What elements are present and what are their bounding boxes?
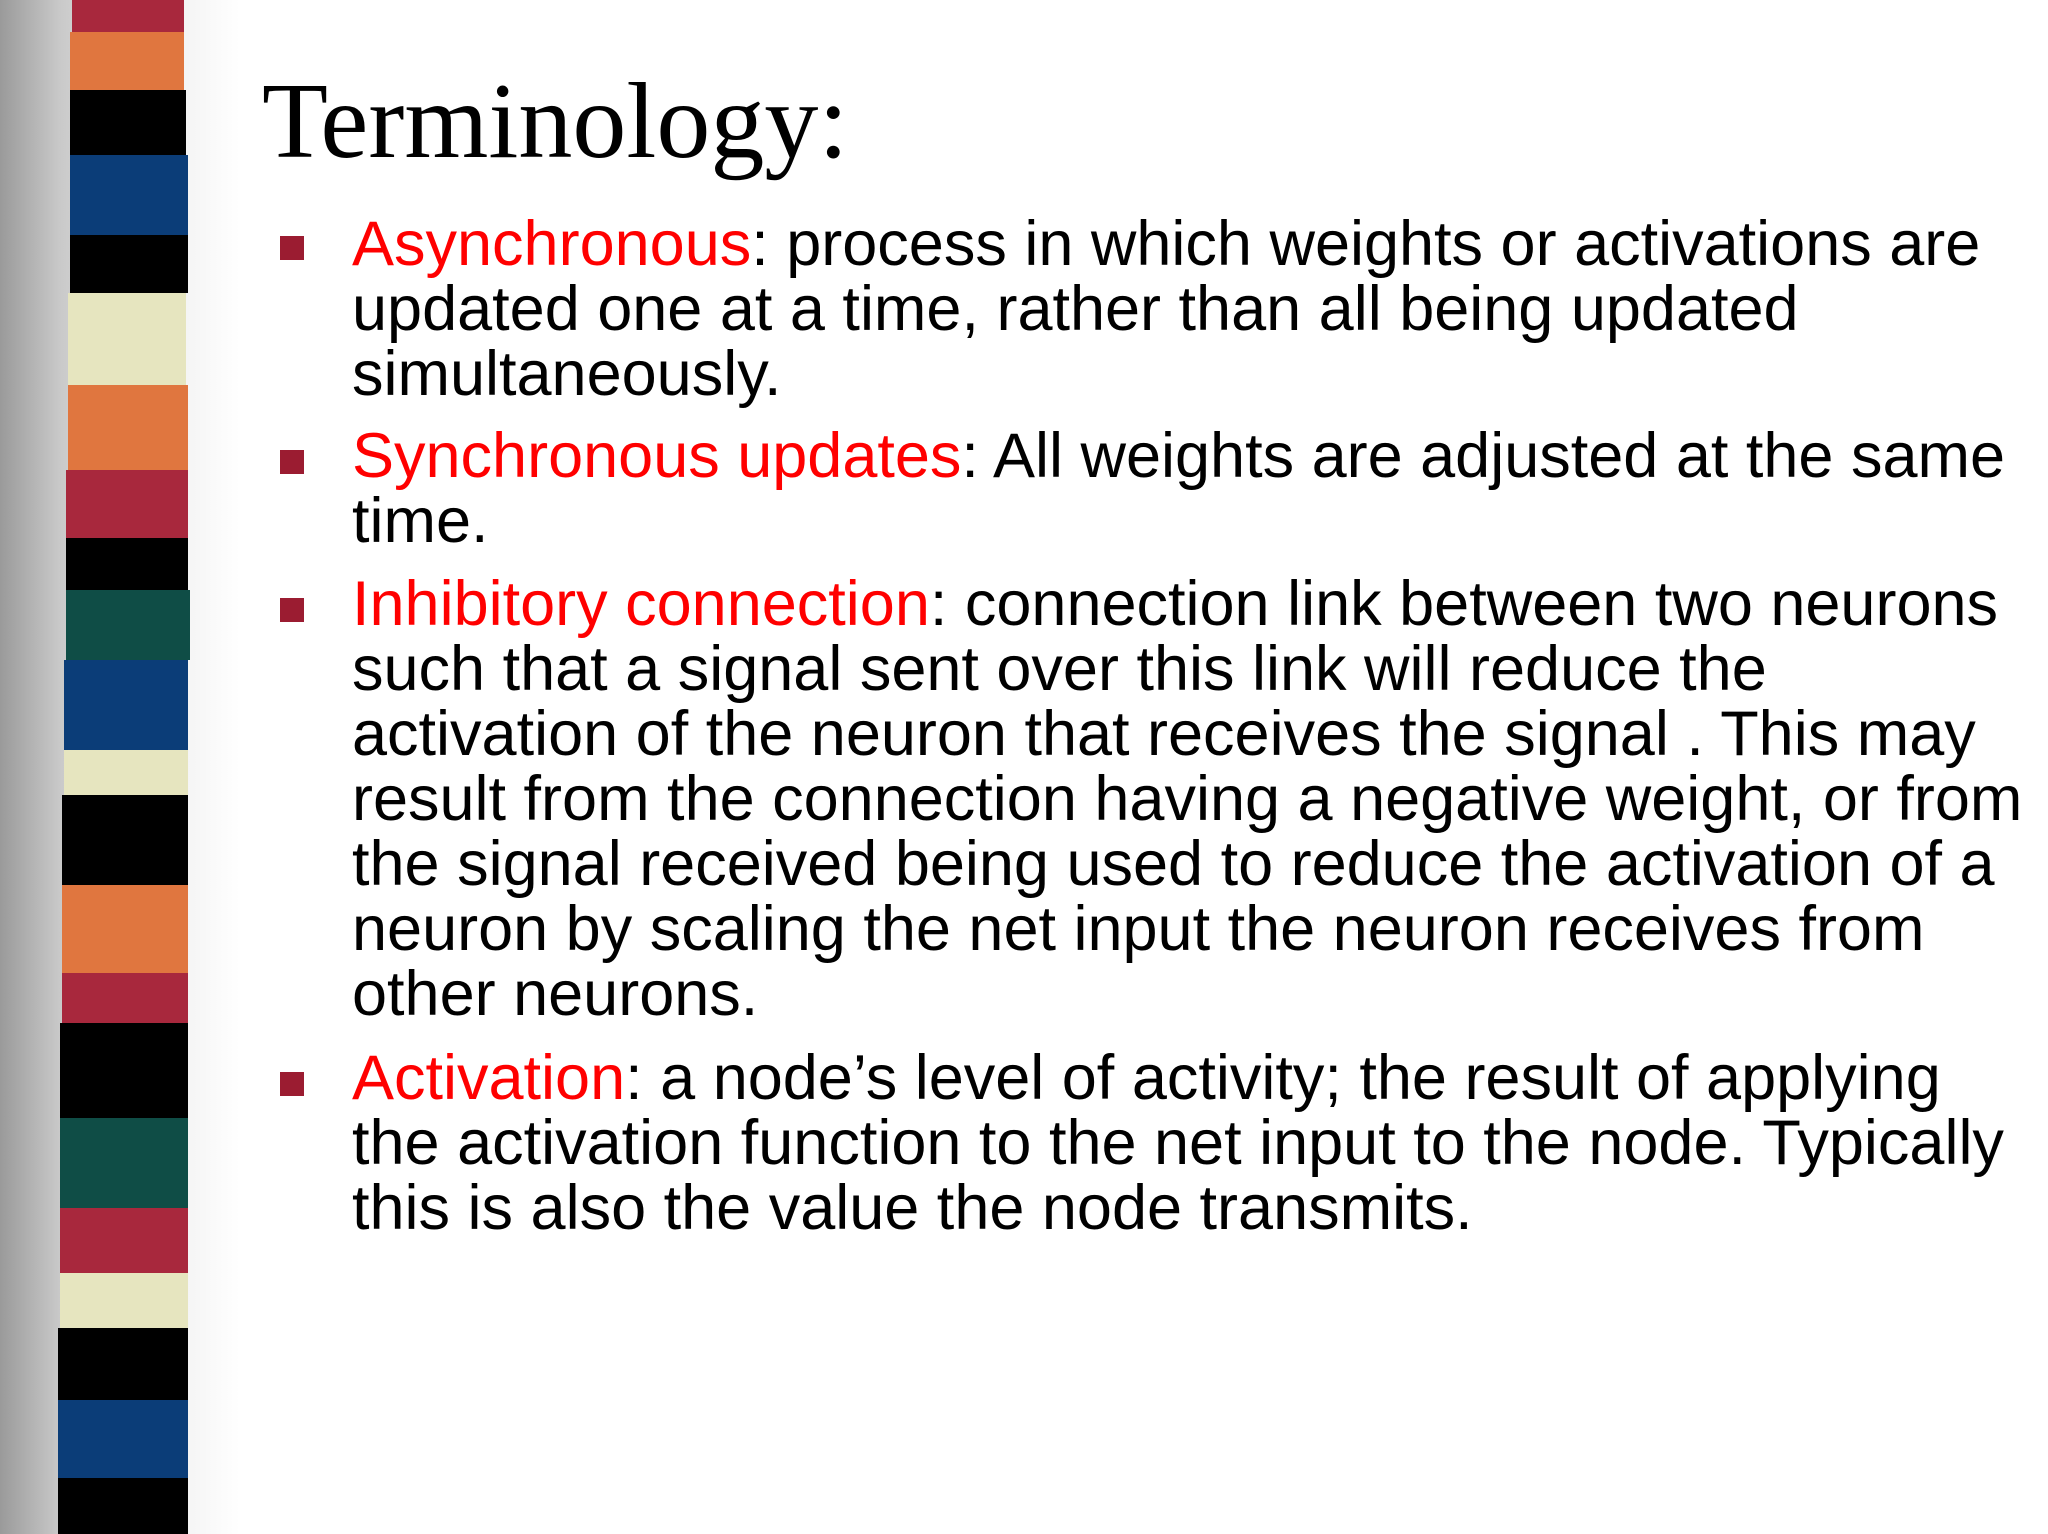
stripe-band — [68, 385, 188, 470]
bullet-text — [352, 569, 2032, 1029]
stripe-band — [58, 1478, 188, 1534]
stripe-band — [62, 885, 188, 973]
slide-title: Terminology: — [262, 62, 849, 181]
stripe-band — [64, 660, 188, 750]
bullet-text — [352, 1043, 2032, 1243]
stripe-band — [66, 538, 188, 590]
stripe-band — [70, 32, 184, 90]
stripe-band — [68, 293, 186, 385]
decorative-stripe-column — [64, 0, 194, 1534]
square-bullet-icon — [280, 1072, 304, 1096]
square-bullet-icon — [280, 598, 304, 622]
bullet-term: Synchronous updates — [352, 421, 962, 491]
bullet-term: Activation — [352, 1043, 626, 1113]
stripe-band — [70, 235, 188, 293]
bullet-definition: : connection link between two neurons such that a signal sent over this link will reduce the activation of the neuron that receives the signal . This may result from the connection having a negative weight, or from the signal received being used to reduce the activation of a neuron by scaling the net input the neuron receives from other neurons. — [352, 569, 2023, 1029]
stripe-band — [60, 1273, 188, 1328]
bullet-term: Inhibitory connection — [352, 569, 930, 639]
stripe-band — [60, 1023, 188, 1118]
stripe-band — [66, 590, 190, 660]
bullet-definition: : process in which weights or activations are updated one at a time, rather than all being updated simultaneously. — [352, 209, 1981, 409]
bullet-definition: : All weights are adjusted at the same time. — [352, 421, 2006, 556]
stripe-band — [72, 0, 184, 32]
stripe-band — [64, 750, 188, 795]
bullet-text — [352, 421, 2032, 556]
bullet-text — [352, 209, 2032, 409]
bullet-definition: : a node’s level of activity; the result of applying the activation function to the net input to the node. Typically this is also the value the node transmits. — [352, 1043, 2004, 1243]
stripe-band — [60, 1208, 188, 1273]
stripe-band — [66, 470, 188, 538]
stripe-band — [60, 1118, 188, 1208]
bullet-term: Asynchronous — [352, 209, 752, 279]
stripe-band — [58, 1400, 188, 1478]
stripe-band — [70, 90, 186, 155]
square-bullet-icon — [280, 236, 304, 260]
square-bullet-icon — [280, 450, 304, 474]
stripe-band — [62, 795, 188, 885]
stripe-band — [58, 1328, 188, 1400]
stripe-band — [70, 155, 188, 235]
stripe-band — [62, 973, 188, 1023]
